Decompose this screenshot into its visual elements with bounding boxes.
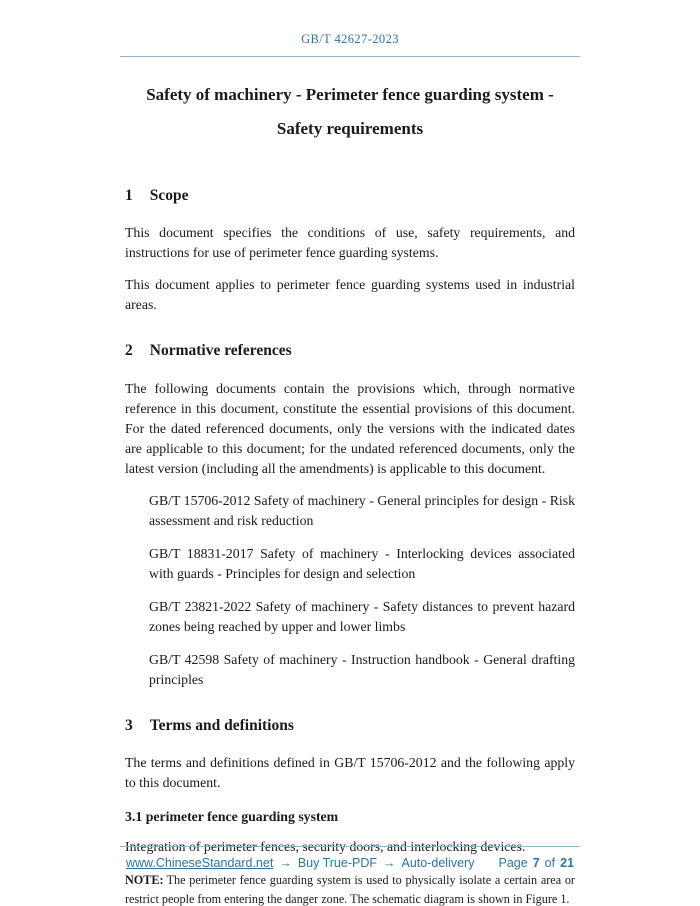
- paragraph-terms-intro: The terms and definitions defined in GB/T 15706-2012 and the following apply to this document.: [125, 754, 575, 790]
- section-1-heading: [125, 186, 575, 205]
- document-title: [125, 85, 575, 140]
- section-2-title: Normative references: [149, 342, 292, 360]
- footer-auto-delivery-text: Auto-delivery: [401, 856, 475, 870]
- section-3-heading: [125, 716, 575, 735]
- reference-item-2: GB/T 18831-2017 Safety of machinery - Interlocking devices associated with guards - Principles for design and selection: [149, 545, 575, 581]
- header-doc-number: GB/T 42627-2023: [301, 32, 399, 46]
- note-text: The perimeter fence guarding system is used to physically isolate a certain area or restrict people from entering the danger zone. The schematic diagram is shown in Figure 1.: [125, 872, 575, 906]
- page-number: 7: [532, 856, 540, 870]
- section-1-number: 1: [125, 186, 133, 204]
- document-title-line1: Safety of machinery - Perimeter fence guarding system -: [146, 85, 554, 104]
- reference-item-1: GB/T 15706-2012 Safety of machinery - General principles for design - Risk assessment and risk reduction: [149, 492, 575, 528]
- reference-item-3: GB/T 23821-2022 Safety of machinery - Safety distances to prevent hazard zones being reached by upper and lower limbs: [149, 598, 575, 634]
- document-content: [0, 85, 700, 906]
- footer-page-info: [499, 856, 575, 870]
- paragraph-scope-2: This document applies to perimeter fence guarding systems used in industrial areas.: [125, 277, 575, 313]
- arrow-right-icon: →: [383, 856, 396, 870]
- paragraph-normative-intro: The following documents contain the provisions which, through normative reference in this document, constitute the essential provisions of this document. For the dated referenced documents, only the versions with the indicated dates are applicable to this document; for the undated referenced documents, only the latest version (including all the amendments) is applicable to this document.: [125, 380, 575, 476]
- section-2-heading: [125, 341, 575, 360]
- footer-divider: [120, 846, 580, 847]
- section-2-number: 2: [125, 342, 133, 360]
- footer-row: [120, 856, 580, 870]
- footer-website-link[interactable]: www.ChineseStandard.net: [126, 856, 274, 870]
- page-footer: [120, 846, 580, 870]
- section-3-number: 3: [125, 716, 133, 734]
- footer-left: [126, 856, 474, 870]
- page-header: [0, 0, 700, 57]
- of-label: of: [544, 856, 556, 870]
- document-title-line2: Safety requirements: [276, 119, 424, 139]
- page-label: Page: [498, 856, 528, 870]
- term-3-1-heading: 3.1 perimeter fence guarding system: [125, 808, 339, 824]
- reference-item-4: GB/T 42598 Safety of machinery - Instruction handbook - General drafting principles: [149, 651, 575, 687]
- note-label: NOTE:: [125, 872, 164, 887]
- arrow-right-icon: →: [279, 856, 292, 870]
- section-1-title: Scope: [149, 186, 189, 204]
- header-divider: [120, 56, 580, 57]
- total-pages: 21: [560, 856, 574, 870]
- footer-buy-pdf-text: Buy True-PDF: [297, 856, 377, 870]
- note-paragraph: [125, 871, 575, 906]
- term-3-1-definition: Integration of perimeter fences, security doors, and interlocking devices.: [125, 838, 526, 854]
- paragraph-scope-1: This document specifies the conditions of use, safety requirements, and instructions for use of perimeter fence guarding systems.: [125, 225, 575, 261]
- section-3-title: Terms and definitions: [149, 716, 294, 734]
